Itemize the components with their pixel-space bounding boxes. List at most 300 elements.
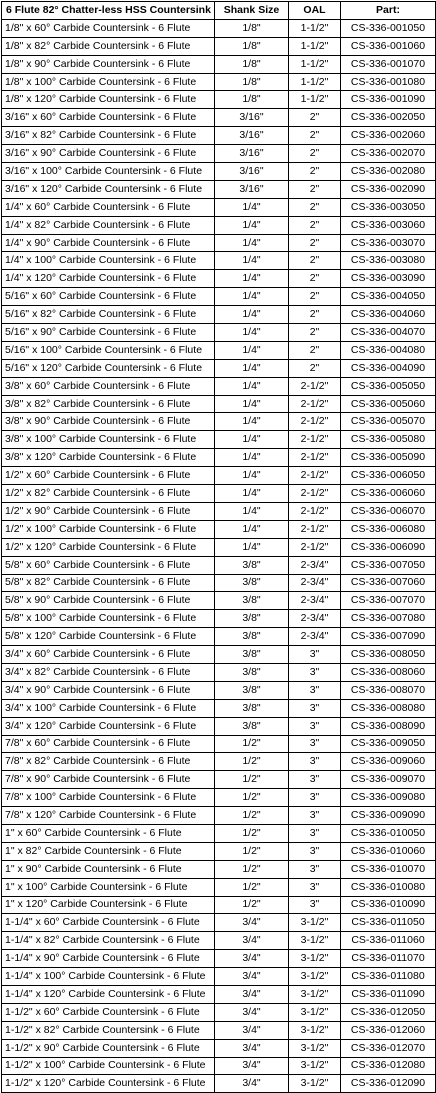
description-cell: 5/16" x 120° Carbide Countersink - 6 Flute bbox=[2, 359, 215, 377]
part-number-cell: CS-336-010080 bbox=[341, 878, 436, 896]
part-number-cell: CS-336-009080 bbox=[341, 789, 436, 807]
description-cell: 3/16" x 100° Carbide Countersink - 6 Flute bbox=[2, 163, 215, 181]
oal-cell: 1-1/2" bbox=[289, 73, 341, 91]
part-number-cell: CS-336-001050 bbox=[341, 19, 436, 37]
table-row bbox=[2, 824, 436, 842]
oal-cell: 2" bbox=[289, 252, 341, 270]
part-number-cell: CS-336-004060 bbox=[341, 306, 436, 324]
part-number-cell: CS-336-008060 bbox=[341, 663, 436, 681]
countersink-table bbox=[1, 1, 436, 1093]
header-part: Part: bbox=[341, 2, 436, 20]
table-row bbox=[2, 646, 436, 664]
shank-size-cell: 1/2" bbox=[215, 735, 289, 753]
description-cell: 1" x 100° Carbide Countersink - 6 Flute bbox=[2, 878, 215, 896]
part-number-cell: CS-336-012090 bbox=[341, 1075, 436, 1093]
shank-size-cell: 1/8" bbox=[215, 55, 289, 73]
part-number-cell: CS-336-012070 bbox=[341, 1039, 436, 1057]
oal-cell: 3" bbox=[289, 699, 341, 717]
table-row bbox=[2, 681, 436, 699]
description-cell: 7/8" x 82° Carbide Countersink - 6 Flute bbox=[2, 753, 215, 771]
table-row bbox=[2, 145, 436, 163]
header-oal: OAL bbox=[289, 2, 341, 20]
table-row bbox=[2, 252, 436, 270]
description-cell: 1-1/2" x 100° Carbide Countersink - 6 Flute bbox=[2, 1057, 215, 1075]
oal-cell: 1-1/2" bbox=[289, 37, 341, 55]
oal-cell: 2" bbox=[289, 306, 341, 324]
oal-cell: 3-1/2" bbox=[289, 968, 341, 986]
shank-size-cell: 3/8" bbox=[215, 574, 289, 592]
description-cell: 1" x 120° Carbide Countersink - 6 Flute bbox=[2, 896, 215, 914]
oal-cell: 3" bbox=[289, 842, 341, 860]
oal-cell: 2" bbox=[289, 163, 341, 181]
part-number-cell: CS-336-011050 bbox=[341, 914, 436, 932]
shank-size-cell: 3/4" bbox=[215, 968, 289, 986]
oal-cell: 2" bbox=[289, 359, 341, 377]
part-number-cell: CS-336-005090 bbox=[341, 449, 436, 467]
shank-size-cell: 3/16" bbox=[215, 163, 289, 181]
shank-size-cell: 1/2" bbox=[215, 753, 289, 771]
table-row bbox=[2, 556, 436, 574]
oal-cell: 3" bbox=[289, 646, 341, 664]
shank-size-cell: 3/16" bbox=[215, 145, 289, 163]
part-number-cell: CS-336-006060 bbox=[341, 485, 436, 503]
oal-cell: 3" bbox=[289, 824, 341, 842]
oal-cell: 2" bbox=[289, 216, 341, 234]
description-cell: 1-1/4" x 60° Carbide Countersink - 6 Flute bbox=[2, 914, 215, 932]
table-row bbox=[2, 932, 436, 950]
part-number-cell: CS-336-006090 bbox=[341, 538, 436, 556]
oal-cell: 2-1/2" bbox=[289, 538, 341, 556]
part-number-cell: CS-336-010090 bbox=[341, 896, 436, 914]
table-row bbox=[2, 520, 436, 538]
shank-size-cell: 3/16" bbox=[215, 109, 289, 127]
part-number-cell: CS-336-010050 bbox=[341, 824, 436, 842]
table-row bbox=[2, 163, 436, 181]
description-cell: 1/2" x 100° Carbide Countersink - 6 Flute bbox=[2, 520, 215, 538]
shank-size-cell: 3/16" bbox=[215, 127, 289, 145]
part-number-cell: CS-336-008080 bbox=[341, 699, 436, 717]
part-number-cell: CS-336-007050 bbox=[341, 556, 436, 574]
table-row bbox=[2, 985, 436, 1003]
oal-cell: 3-1/2" bbox=[289, 1003, 341, 1021]
shank-size-cell: 1/8" bbox=[215, 19, 289, 37]
oal-cell: 2-1/2" bbox=[289, 485, 341, 503]
table-row bbox=[2, 198, 436, 216]
oal-cell: 3" bbox=[289, 878, 341, 896]
part-number-cell: CS-336-012060 bbox=[341, 1021, 436, 1039]
table-row bbox=[2, 771, 436, 789]
part-number-cell: CS-336-011080 bbox=[341, 968, 436, 986]
description-cell: 1/4" x 90° Carbide Countersink - 6 Flute bbox=[2, 234, 215, 252]
shank-size-cell: 1/4" bbox=[215, 485, 289, 503]
part-number-cell: CS-336-006080 bbox=[341, 520, 436, 538]
description-cell: 3/4" x 120° Carbide Countersink - 6 Flute bbox=[2, 717, 215, 735]
shank-size-cell: 1/2" bbox=[215, 842, 289, 860]
table-row bbox=[2, 37, 436, 55]
description-cell: 1" x 82° Carbide Countersink - 6 Flute bbox=[2, 842, 215, 860]
part-number-cell: CS-336-004050 bbox=[341, 288, 436, 306]
oal-cell: 3" bbox=[289, 807, 341, 825]
description-cell: 1/8" x 82° Carbide Countersink - 6 Flute bbox=[2, 37, 215, 55]
oal-cell: 2-1/2" bbox=[289, 520, 341, 538]
part-number-cell: CS-336-007080 bbox=[341, 610, 436, 628]
table-row bbox=[2, 216, 436, 234]
table-row bbox=[2, 19, 436, 37]
shank-size-cell: 1/4" bbox=[215, 234, 289, 252]
description-cell: 3/8" x 100° Carbide Countersink - 6 Flute bbox=[2, 431, 215, 449]
description-cell: 5/8" x 90° Carbide Countersink - 6 Flute bbox=[2, 592, 215, 610]
table-body bbox=[2, 19, 436, 1092]
table-row bbox=[2, 341, 436, 359]
oal-cell: 2" bbox=[289, 324, 341, 342]
description-cell: 7/8" x 100° Carbide Countersink - 6 Flute bbox=[2, 789, 215, 807]
part-number-cell: CS-336-002090 bbox=[341, 180, 436, 198]
part-number-cell: CS-336-011090 bbox=[341, 985, 436, 1003]
description-cell: 1-1/4" x 100° Carbide Countersink - 6 Flute bbox=[2, 968, 215, 986]
table-row bbox=[2, 395, 436, 413]
oal-cell: 2" bbox=[289, 341, 341, 359]
oal-cell: 3-1/2" bbox=[289, 985, 341, 1003]
description-cell: 1/8" x 120° Carbide Countersink - 6 Flute bbox=[2, 91, 215, 109]
description-cell: 3/16" x 90° Carbide Countersink - 6 Flute bbox=[2, 145, 215, 163]
part-number-cell: CS-336-005070 bbox=[341, 413, 436, 431]
shank-size-cell: 1/4" bbox=[215, 413, 289, 431]
table-row bbox=[2, 55, 436, 73]
oal-cell: 2-3/4" bbox=[289, 592, 341, 610]
part-number-cell: CS-336-002060 bbox=[341, 127, 436, 145]
oal-cell: 2" bbox=[289, 145, 341, 163]
shank-size-cell: 3/8" bbox=[215, 646, 289, 664]
shank-size-cell: 1/4" bbox=[215, 502, 289, 520]
part-number-cell: CS-336-001080 bbox=[341, 73, 436, 91]
shank-size-cell: 1/4" bbox=[215, 377, 289, 395]
shank-size-cell: 1/4" bbox=[215, 288, 289, 306]
part-number-cell: CS-336-006070 bbox=[341, 502, 436, 520]
part-number-cell: CS-336-011060 bbox=[341, 932, 436, 950]
part-number-cell: CS-336-003060 bbox=[341, 216, 436, 234]
description-cell: 3/4" x 90° Carbide Countersink - 6 Flute bbox=[2, 681, 215, 699]
description-cell: 1-1/2" x 60° Carbide Countersink - 6 Flute bbox=[2, 1003, 215, 1021]
table-row bbox=[2, 1039, 436, 1057]
oal-cell: 3" bbox=[289, 717, 341, 735]
shank-size-cell: 1/2" bbox=[215, 807, 289, 825]
oal-cell: 3" bbox=[289, 860, 341, 878]
oal-cell: 2" bbox=[289, 198, 341, 216]
shank-size-cell: 1/2" bbox=[215, 860, 289, 878]
oal-cell: 1-1/2" bbox=[289, 19, 341, 37]
table-row bbox=[2, 663, 436, 681]
part-number-cell: CS-336-003070 bbox=[341, 234, 436, 252]
table-row bbox=[2, 610, 436, 628]
description-cell: 5/8" x 120° Carbide Countersink - 6 Flute bbox=[2, 628, 215, 646]
table-row bbox=[2, 288, 436, 306]
table-row bbox=[2, 860, 436, 878]
shank-size-cell: 1/8" bbox=[215, 73, 289, 91]
oal-cell: 3-1/2" bbox=[289, 932, 341, 950]
part-number-cell: CS-336-010060 bbox=[341, 842, 436, 860]
description-cell: 5/8" x 100° Carbide Countersink - 6 Flute bbox=[2, 610, 215, 628]
shank-size-cell: 1/4" bbox=[215, 306, 289, 324]
oal-cell: 3-1/2" bbox=[289, 1039, 341, 1057]
description-cell: 1/8" x 90° Carbide Countersink - 6 Flute bbox=[2, 55, 215, 73]
table-row bbox=[2, 449, 436, 467]
part-number-cell: CS-336-009090 bbox=[341, 807, 436, 825]
description-cell: 1-1/4" x 120° Carbide Countersink - 6 Flute bbox=[2, 985, 215, 1003]
description-cell: 1/8" x 100° Carbide Countersink - 6 Flute bbox=[2, 73, 215, 91]
oal-cell: 3" bbox=[289, 771, 341, 789]
description-cell: 5/16" x 60° Carbide Countersink - 6 Flute bbox=[2, 288, 215, 306]
oal-cell: 2" bbox=[289, 270, 341, 288]
description-cell: 1/4" x 120° Carbide Countersink - 6 Flute bbox=[2, 270, 215, 288]
oal-cell: 3" bbox=[289, 789, 341, 807]
part-number-cell: CS-336-007060 bbox=[341, 574, 436, 592]
shank-size-cell: 1/4" bbox=[215, 359, 289, 377]
table-row bbox=[2, 896, 436, 914]
shank-size-cell: 3/4" bbox=[215, 950, 289, 968]
table-row bbox=[2, 1003, 436, 1021]
shank-size-cell: 1/4" bbox=[215, 431, 289, 449]
oal-cell: 2-3/4" bbox=[289, 556, 341, 574]
oal-cell: 2-1/2" bbox=[289, 431, 341, 449]
description-cell: 5/16" x 90° Carbide Countersink - 6 Flute bbox=[2, 324, 215, 342]
oal-cell: 3-1/2" bbox=[289, 1021, 341, 1039]
description-cell: 3/8" x 120° Carbide Countersink - 6 Flute bbox=[2, 449, 215, 467]
oal-cell: 3-1/2" bbox=[289, 1057, 341, 1075]
table-row bbox=[2, 91, 436, 109]
part-number-cell: CS-336-001090 bbox=[341, 91, 436, 109]
shank-size-cell: 3/4" bbox=[215, 914, 289, 932]
part-number-cell: CS-336-003050 bbox=[341, 198, 436, 216]
oal-cell: 2-1/2" bbox=[289, 413, 341, 431]
oal-cell: 2-3/4" bbox=[289, 628, 341, 646]
table-row bbox=[2, 324, 436, 342]
shank-size-cell: 3/4" bbox=[215, 1039, 289, 1057]
oal-cell: 3-1/2" bbox=[289, 950, 341, 968]
part-number-cell: CS-336-011070 bbox=[341, 950, 436, 968]
description-cell: 1/8" x 60° Carbide Countersink - 6 Flute bbox=[2, 19, 215, 37]
description-cell: 7/8" x 60° Carbide Countersink - 6 Flute bbox=[2, 735, 215, 753]
part-number-cell: CS-336-001060 bbox=[341, 37, 436, 55]
table-row bbox=[2, 485, 436, 503]
table-row bbox=[2, 789, 436, 807]
header-description: 6 Flute 82° Chatter-less HSS Countersink bbox=[2, 2, 215, 20]
part-number-cell: CS-336-004070 bbox=[341, 324, 436, 342]
part-number-cell: CS-336-012080 bbox=[341, 1057, 436, 1075]
shank-size-cell: 3/8" bbox=[215, 592, 289, 610]
description-cell: 1/4" x 60° Carbide Countersink - 6 Flute bbox=[2, 198, 215, 216]
description-cell: 3/16" x 82° Carbide Countersink - 6 Flute bbox=[2, 127, 215, 145]
part-number-cell: CS-336-004090 bbox=[341, 359, 436, 377]
part-number-cell: CS-336-003080 bbox=[341, 252, 436, 270]
shank-size-cell: 1/4" bbox=[215, 216, 289, 234]
table-row bbox=[2, 842, 436, 860]
oal-cell: 2" bbox=[289, 109, 341, 127]
shank-size-cell: 3/8" bbox=[215, 663, 289, 681]
shank-size-cell: 3/16" bbox=[215, 180, 289, 198]
table-row bbox=[2, 180, 436, 198]
shank-size-cell: 1/8" bbox=[215, 91, 289, 109]
description-cell: 3/8" x 60° Carbide Countersink - 6 Flute bbox=[2, 377, 215, 395]
part-number-cell: CS-336-008070 bbox=[341, 681, 436, 699]
oal-cell: 3-1/2" bbox=[289, 914, 341, 932]
part-number-cell: CS-336-008050 bbox=[341, 646, 436, 664]
oal-cell: 2" bbox=[289, 234, 341, 252]
oal-cell: 3" bbox=[289, 896, 341, 914]
description-cell: 1/2" x 82° Carbide Countersink - 6 Flute bbox=[2, 485, 215, 503]
description-cell: 1" x 60° Carbide Countersink - 6 Flute bbox=[2, 824, 215, 842]
description-cell: 3/4" x 82° Carbide Countersink - 6 Flute bbox=[2, 663, 215, 681]
shank-size-cell: 1/4" bbox=[215, 520, 289, 538]
table-row bbox=[2, 73, 436, 91]
shank-size-cell: 3/8" bbox=[215, 681, 289, 699]
part-number-cell: CS-336-005080 bbox=[341, 431, 436, 449]
description-cell: 5/8" x 60° Carbide Countersink - 6 Flute bbox=[2, 556, 215, 574]
part-number-cell: CS-336-008090 bbox=[341, 717, 436, 735]
part-number-cell: CS-336-003090 bbox=[341, 270, 436, 288]
description-cell: 5/16" x 100° Carbide Countersink - 6 Flute bbox=[2, 341, 215, 359]
table-row bbox=[2, 807, 436, 825]
table-row bbox=[2, 950, 436, 968]
table-row bbox=[2, 270, 436, 288]
shank-size-cell: 1/2" bbox=[215, 896, 289, 914]
table-row bbox=[2, 502, 436, 520]
part-number-cell: CS-336-006050 bbox=[341, 467, 436, 485]
description-cell: 3/8" x 90° Carbide Countersink - 6 Flute bbox=[2, 413, 215, 431]
oal-cell: 2" bbox=[289, 288, 341, 306]
part-number-cell: CS-336-007070 bbox=[341, 592, 436, 610]
table-row bbox=[2, 753, 436, 771]
description-cell: 1-1/2" x 90° Carbide Countersink - 6 Flute bbox=[2, 1039, 215, 1057]
shank-size-cell: 3/8" bbox=[215, 610, 289, 628]
shank-size-cell: 1/4" bbox=[215, 198, 289, 216]
table-row bbox=[2, 1057, 436, 1075]
table-row bbox=[2, 628, 436, 646]
oal-cell: 2-1/2" bbox=[289, 395, 341, 413]
description-cell: 1" x 90° Carbide Countersink - 6 Flute bbox=[2, 860, 215, 878]
shank-size-cell: 1/2" bbox=[215, 789, 289, 807]
part-number-cell: CS-336-010070 bbox=[341, 860, 436, 878]
oal-cell: 2-1/2" bbox=[289, 467, 341, 485]
shank-size-cell: 1/4" bbox=[215, 341, 289, 359]
part-number-cell: CS-336-009060 bbox=[341, 753, 436, 771]
part-number-cell: CS-336-009050 bbox=[341, 735, 436, 753]
shank-size-cell: 3/4" bbox=[215, 1075, 289, 1093]
oal-cell: 2-1/2" bbox=[289, 502, 341, 520]
description-cell: 1-1/2" x 120° Carbide Countersink - 6 Flute bbox=[2, 1075, 215, 1093]
description-cell: 1-1/4" x 82° Carbide Countersink - 6 Flute bbox=[2, 932, 215, 950]
description-cell: 1/4" x 82° Carbide Countersink - 6 Flute bbox=[2, 216, 215, 234]
part-number-cell: CS-336-001070 bbox=[341, 55, 436, 73]
header-row bbox=[2, 2, 436, 20]
table-row bbox=[2, 717, 436, 735]
table-row bbox=[2, 431, 436, 449]
table-row bbox=[2, 413, 436, 431]
description-cell: 3/4" x 100° Carbide Countersink - 6 Flute bbox=[2, 699, 215, 717]
oal-cell: 3" bbox=[289, 735, 341, 753]
oal-cell: 2-1/2" bbox=[289, 377, 341, 395]
shank-size-cell: 1/4" bbox=[215, 449, 289, 467]
part-number-cell: CS-336-005050 bbox=[341, 377, 436, 395]
part-number-cell: CS-336-009070 bbox=[341, 771, 436, 789]
description-cell: 5/8" x 82° Carbide Countersink - 6 Flute bbox=[2, 574, 215, 592]
table-row bbox=[2, 699, 436, 717]
description-cell: 5/16" x 82° Carbide Countersink - 6 Flute bbox=[2, 306, 215, 324]
oal-cell: 2" bbox=[289, 180, 341, 198]
shank-size-cell: 3/8" bbox=[215, 717, 289, 735]
shank-size-cell: 1/2" bbox=[215, 771, 289, 789]
table-row bbox=[2, 735, 436, 753]
description-cell: 1-1/4" x 90° Carbide Countersink - 6 Flute bbox=[2, 950, 215, 968]
table-row bbox=[2, 467, 436, 485]
oal-cell: 2" bbox=[289, 127, 341, 145]
shank-size-cell: 3/8" bbox=[215, 628, 289, 646]
table-row bbox=[2, 574, 436, 592]
shank-size-cell: 1/4" bbox=[215, 538, 289, 556]
shank-size-cell: 3/8" bbox=[215, 556, 289, 574]
part-number-cell: CS-336-004080 bbox=[341, 341, 436, 359]
description-cell: 3/16" x 60° Carbide Countersink - 6 Flute bbox=[2, 109, 215, 127]
table-row bbox=[2, 914, 436, 932]
description-cell: 7/8" x 120° Carbide Countersink - 6 Flute bbox=[2, 807, 215, 825]
oal-cell: 1-1/2" bbox=[289, 55, 341, 73]
description-cell: 3/8" x 82° Carbide Countersink - 6 Flute bbox=[2, 395, 215, 413]
oal-cell: 2-3/4" bbox=[289, 574, 341, 592]
shank-size-cell: 1/2" bbox=[215, 824, 289, 842]
shank-size-cell: 1/4" bbox=[215, 395, 289, 413]
shank-size-cell: 3/4" bbox=[215, 932, 289, 950]
part-number-cell: CS-336-012050 bbox=[341, 1003, 436, 1021]
description-cell: 1/2" x 90° Carbide Countersink - 6 Flute bbox=[2, 502, 215, 520]
description-cell: 1-1/2" x 82° Carbide Countersink - 6 Flute bbox=[2, 1021, 215, 1039]
shank-size-cell: 3/4" bbox=[215, 1021, 289, 1039]
description-cell: 3/16" x 120° Carbide Countersink - 6 Flute bbox=[2, 180, 215, 198]
shank-size-cell: 1/4" bbox=[215, 252, 289, 270]
table-header bbox=[2, 2, 436, 20]
table-row bbox=[2, 538, 436, 556]
table-row bbox=[2, 127, 436, 145]
oal-cell: 1-1/2" bbox=[289, 91, 341, 109]
shank-size-cell: 1/4" bbox=[215, 467, 289, 485]
shank-size-cell: 1/2" bbox=[215, 878, 289, 896]
shank-size-cell: 1/4" bbox=[215, 270, 289, 288]
oal-cell: 3-1/2" bbox=[289, 1075, 341, 1093]
table-row bbox=[2, 592, 436, 610]
shank-size-cell: 3/4" bbox=[215, 985, 289, 1003]
description-cell: 1/4" x 100° Carbide Countersink - 6 Flute bbox=[2, 252, 215, 270]
table-row bbox=[2, 109, 436, 127]
oal-cell: 3" bbox=[289, 663, 341, 681]
oal-cell: 2-3/4" bbox=[289, 610, 341, 628]
table-row bbox=[2, 234, 436, 252]
part-number-cell: CS-336-002070 bbox=[341, 145, 436, 163]
shank-size-cell: 3/8" bbox=[215, 699, 289, 717]
shank-size-cell: 3/4" bbox=[215, 1003, 289, 1021]
description-cell: 7/8" x 90° Carbide Countersink - 6 Flute bbox=[2, 771, 215, 789]
shank-size-cell: 1/4" bbox=[215, 324, 289, 342]
part-number-cell: CS-336-002050 bbox=[341, 109, 436, 127]
part-number-cell: CS-336-007090 bbox=[341, 628, 436, 646]
shank-size-cell: 3/4" bbox=[215, 1057, 289, 1075]
table-row bbox=[2, 377, 436, 395]
part-number-cell: CS-336-002080 bbox=[341, 163, 436, 181]
description-cell: 1/2" x 120° Carbide Countersink - 6 Flute bbox=[2, 538, 215, 556]
oal-cell: 3" bbox=[289, 753, 341, 771]
shank-size-cell: 1/8" bbox=[215, 37, 289, 55]
table-row bbox=[2, 359, 436, 377]
description-cell: 1/2" x 60° Carbide Countersink - 6 Flute bbox=[2, 467, 215, 485]
part-number-cell: CS-336-005060 bbox=[341, 395, 436, 413]
header-shank-size: Shank Size bbox=[215, 2, 289, 20]
